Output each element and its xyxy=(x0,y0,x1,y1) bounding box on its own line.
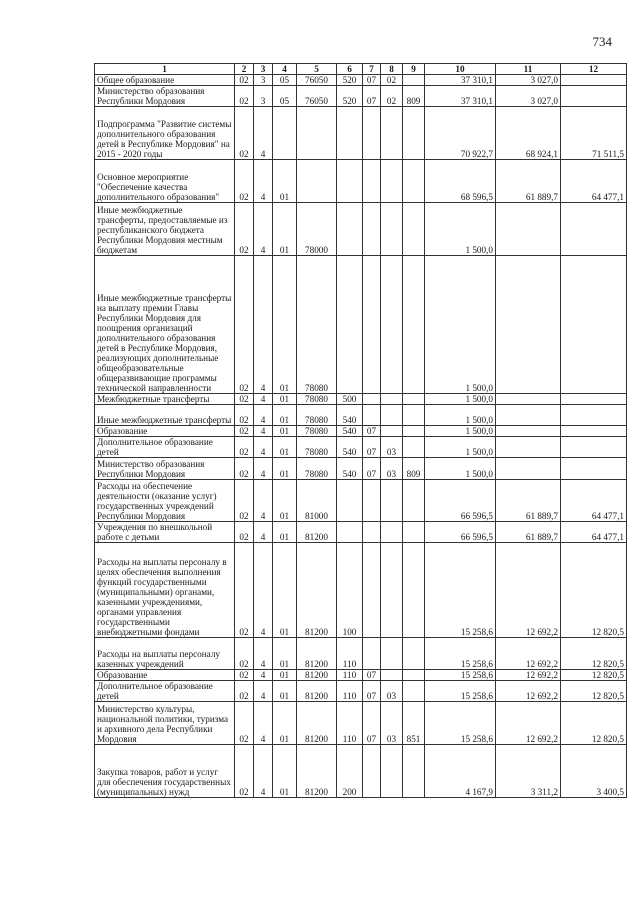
cell-col-6 xyxy=(337,160,363,203)
cell-col-8 xyxy=(381,203,403,256)
cell-col-8 xyxy=(381,256,403,394)
cell-col-10: 68 596,5 xyxy=(425,160,496,203)
cell-col-6: 500 xyxy=(337,394,363,405)
cell-col-7 xyxy=(363,256,381,394)
cell-col-4: 05 xyxy=(273,75,297,86)
cell-col-2: 02 xyxy=(235,75,254,86)
cell-col-7: 07 xyxy=(363,702,381,745)
cell-col-6: 100 xyxy=(337,543,363,638)
cell-col-8 xyxy=(381,405,403,426)
cell-col-6: 110 xyxy=(337,638,363,670)
table-row xyxy=(95,745,627,798)
cell-col-11: 12 692,2 xyxy=(496,670,561,681)
cell-col-6: 520 xyxy=(337,75,363,86)
cell-col-11: 3 027,0 xyxy=(496,86,561,107)
table-row xyxy=(95,458,627,480)
cell-col-5: 81200 xyxy=(297,681,337,702)
cell-col-10: 1 500,0 xyxy=(425,203,496,256)
cell-col-12: 71 511,5 xyxy=(561,107,627,160)
budget-table xyxy=(94,63,627,798)
row-name-cell: Образование xyxy=(95,426,235,437)
cell-col-11 xyxy=(496,426,561,437)
cell-col-8: 02 xyxy=(381,86,403,107)
cell-col-11 xyxy=(496,458,561,480)
cell-col-12 xyxy=(561,394,627,405)
cell-col-8 xyxy=(381,480,403,522)
cell-col-7 xyxy=(363,638,381,670)
row-name-cell: Расходы на обеспечение деятельности (оказание услуг) государственных учреждений Республики Мордовия xyxy=(95,480,235,522)
cell-col-5: 81200 xyxy=(297,702,337,745)
cell-col-7 xyxy=(363,543,381,638)
cell-col-2: 02 xyxy=(235,107,254,160)
cell-col-7 xyxy=(363,107,381,160)
cell-col-12: 12 820,5 xyxy=(561,670,627,681)
table-row xyxy=(95,437,627,458)
cell-col-11: 3 027,0 xyxy=(496,75,561,86)
cell-col-4: 01 xyxy=(273,437,297,458)
row-name-cell: Подпрограмма "Развитие системы дополнительного образования детей в Республике Мордовия" на 2015 - 2020 годы xyxy=(95,107,235,160)
cell-col-10: 66 596,5 xyxy=(425,480,496,522)
cell-col-9 xyxy=(403,638,425,670)
cell-col-12: 12 820,5 xyxy=(561,702,627,745)
cell-col-10: 15 258,6 xyxy=(425,681,496,702)
cell-col-2: 02 xyxy=(235,638,254,670)
header-row xyxy=(95,64,627,75)
cell-col-9 xyxy=(403,256,425,394)
cell-col-7: 07 xyxy=(363,670,381,681)
cell-col-6: 540 xyxy=(337,437,363,458)
cell-col-11: 12 692,2 xyxy=(496,638,561,670)
cell-col-11 xyxy=(496,405,561,426)
row-name-cell: Иные межбюджетные трансферты xyxy=(95,405,235,426)
cell-col-3: 4 xyxy=(254,745,273,798)
cell-col-7: 07 xyxy=(363,458,381,480)
cell-col-11: 68 924,1 xyxy=(496,107,561,160)
cell-col-12: 64 477,1 xyxy=(561,522,627,543)
cell-col-10: 15 258,6 xyxy=(425,543,496,638)
cell-col-3: 4 xyxy=(254,458,273,480)
cell-col-3: 3 xyxy=(254,75,273,86)
cell-col-11 xyxy=(496,203,561,256)
cell-col-9 xyxy=(403,670,425,681)
cell-col-7: 07 xyxy=(363,86,381,107)
cell-col-9 xyxy=(403,75,425,86)
cell-col-8 xyxy=(381,522,403,543)
cell-col-2: 02 xyxy=(235,394,254,405)
table-row xyxy=(95,107,627,160)
row-name-cell: Межбюджетные трансферты xyxy=(95,394,235,405)
row-name-cell: Расходы на выплаты персоналу казенных учреждений xyxy=(95,638,235,670)
cell-col-10: 15 258,6 xyxy=(425,702,496,745)
cell-col-10: 66 596,5 xyxy=(425,522,496,543)
cell-col-5: 76050 xyxy=(297,75,337,86)
cell-col-3: 4 xyxy=(254,522,273,543)
table-row xyxy=(95,203,627,256)
cell-col-8 xyxy=(381,670,403,681)
table-row xyxy=(95,638,627,670)
header-cell-8: 8 xyxy=(381,64,403,75)
cell-col-8 xyxy=(381,426,403,437)
cell-col-11 xyxy=(496,256,561,394)
cell-col-4: 01 xyxy=(273,522,297,543)
cell-col-2: 02 xyxy=(235,437,254,458)
cell-col-6: 110 xyxy=(337,681,363,702)
cell-col-11 xyxy=(496,437,561,458)
cell-col-8: 03 xyxy=(381,681,403,702)
cell-col-7 xyxy=(363,745,381,798)
cell-col-2: 02 xyxy=(235,522,254,543)
cell-col-4: 01 xyxy=(273,405,297,426)
cell-col-7 xyxy=(363,394,381,405)
cell-col-12 xyxy=(561,86,627,107)
cell-col-2: 02 xyxy=(235,458,254,480)
cell-col-3: 4 xyxy=(254,256,273,394)
cell-col-12 xyxy=(561,405,627,426)
cell-col-3: 4 xyxy=(254,203,273,256)
cell-col-4: 01 xyxy=(273,256,297,394)
cell-col-4: 01 xyxy=(273,681,297,702)
cell-col-5: 78080 xyxy=(297,458,337,480)
cell-col-12 xyxy=(561,458,627,480)
cell-col-6 xyxy=(337,256,363,394)
cell-col-7: 07 xyxy=(363,437,381,458)
cell-col-8 xyxy=(381,107,403,160)
header-cell-1: 1 xyxy=(95,64,235,75)
cell-col-7 xyxy=(363,203,381,256)
cell-col-12: 3 400,5 xyxy=(561,745,627,798)
cell-col-2: 02 xyxy=(235,702,254,745)
cell-col-6: 520 xyxy=(337,86,363,107)
cell-col-2: 02 xyxy=(235,160,254,203)
table-row xyxy=(95,681,627,702)
cell-col-8: 03 xyxy=(381,437,403,458)
cell-col-2: 02 xyxy=(235,480,254,522)
cell-col-5: 81200 xyxy=(297,638,337,670)
cell-col-5 xyxy=(297,107,337,160)
cell-col-9: 851 xyxy=(403,702,425,745)
cell-col-12: 64 477,1 xyxy=(561,480,627,522)
cell-col-12: 12 820,5 xyxy=(561,543,627,638)
header-cell-2: 2 xyxy=(235,64,254,75)
cell-col-5: 76050 xyxy=(297,86,337,107)
cell-col-5: 78080 xyxy=(297,256,337,394)
cell-col-4: 01 xyxy=(273,638,297,670)
table-row xyxy=(95,702,627,745)
cell-col-7 xyxy=(363,405,381,426)
cell-col-4: 01 xyxy=(273,394,297,405)
cell-col-3: 4 xyxy=(254,480,273,522)
cell-col-5: 78000 xyxy=(297,203,337,256)
cell-col-11: 61 889,7 xyxy=(496,480,561,522)
cell-col-10: 1 500,0 xyxy=(425,394,496,405)
cell-col-2: 02 xyxy=(235,681,254,702)
cell-col-3: 3 xyxy=(254,86,273,107)
row-name-cell: Основное мероприятие "Обеспечение качества дополнительного образования" xyxy=(95,160,235,203)
cell-col-6: 540 xyxy=(337,426,363,437)
header-cell-6: 6 xyxy=(337,64,363,75)
cell-col-4: 01 xyxy=(273,702,297,745)
table-row xyxy=(95,75,627,86)
cell-col-3: 4 xyxy=(254,543,273,638)
cell-col-5: 78080 xyxy=(297,426,337,437)
table-row xyxy=(95,480,627,522)
cell-col-7: 07 xyxy=(363,426,381,437)
cell-col-9 xyxy=(403,681,425,702)
cell-col-8 xyxy=(381,543,403,638)
cell-col-4: 01 xyxy=(273,745,297,798)
cell-col-3: 4 xyxy=(254,160,273,203)
cell-col-12: 12 820,5 xyxy=(561,681,627,702)
cell-col-6 xyxy=(337,107,363,160)
cell-col-9: 809 xyxy=(403,458,425,480)
cell-col-10: 37 310,1 xyxy=(425,86,496,107)
cell-col-10: 37 310,1 xyxy=(425,75,496,86)
cell-col-10: 1 500,0 xyxy=(425,256,496,394)
cell-col-8: 03 xyxy=(381,458,403,480)
page-number: 734 xyxy=(592,34,612,49)
cell-col-7 xyxy=(363,480,381,522)
table-row xyxy=(95,394,627,405)
cell-col-4: 01 xyxy=(273,480,297,522)
cell-col-3: 4 xyxy=(254,702,273,745)
cell-col-7: 07 xyxy=(363,681,381,702)
row-name-cell: Расходы на выплаты персоналу в целях обеспечения выполнения функций государственными (муниципальными) органами, казенными учреждениями, органами управления государственными внебюджетными фондами xyxy=(95,543,235,638)
row-name-cell: Министерство культуры, национальной политики, туризма и архивного дела Республики Мордовия xyxy=(95,702,235,745)
cell-col-11: 12 692,2 xyxy=(496,702,561,745)
table-row xyxy=(95,405,627,426)
cell-col-5: 81200 xyxy=(297,543,337,638)
cell-col-10: 4 167,9 xyxy=(425,745,496,798)
row-name-cell: Учреждения по внешкольной работе с детьми xyxy=(95,522,235,543)
cell-col-6: 110 xyxy=(337,702,363,745)
cell-col-5: 81000 xyxy=(297,480,337,522)
cell-col-8: 03 xyxy=(381,702,403,745)
row-name-cell: Дополнительное образование детей xyxy=(95,681,235,702)
cell-col-4: 01 xyxy=(273,426,297,437)
header-cell-3: 3 xyxy=(254,64,273,75)
cell-col-4: 01 xyxy=(273,458,297,480)
row-name-cell: Общее образование xyxy=(95,75,235,86)
table-row xyxy=(95,670,627,681)
row-name-cell: Иные межбюджетные трансферты, предоставляемые из республиканского бюджета Республики Мордовия местным бюджетам xyxy=(95,203,235,256)
row-name-cell: Закупка товаров, работ и услуг для обеспечения государственных (муниципальных) нужд xyxy=(95,745,235,798)
cell-col-2: 02 xyxy=(235,745,254,798)
cell-col-8 xyxy=(381,394,403,405)
table-row xyxy=(95,86,627,107)
cell-col-12 xyxy=(561,203,627,256)
cell-col-9 xyxy=(403,405,425,426)
cell-col-9 xyxy=(403,437,425,458)
cell-col-3: 4 xyxy=(254,638,273,670)
cell-col-11 xyxy=(496,394,561,405)
cell-col-10: 70 922,7 xyxy=(425,107,496,160)
row-name-cell: Иные межбюджетные трансферты на выплату премии Главы Республики Мордовия для поощрения организаций дополнительного образования детей в Республике Мордовия, реализующих дополнительные общеобразовательные общеразвивающие программы технической направленности xyxy=(95,256,235,394)
cell-col-11: 12 692,2 xyxy=(496,681,561,702)
cell-col-2: 02 xyxy=(235,203,254,256)
header-cell-11: 11 xyxy=(496,64,561,75)
cell-col-9 xyxy=(403,522,425,543)
cell-col-9 xyxy=(403,107,425,160)
cell-col-12: 64 477,1 xyxy=(561,160,627,203)
header-cell-4: 4 xyxy=(273,64,297,75)
cell-col-2: 02 xyxy=(235,543,254,638)
cell-col-3: 4 xyxy=(254,681,273,702)
cell-col-6: 200 xyxy=(337,745,363,798)
row-name-cell: Образование xyxy=(95,670,235,681)
cell-col-11: 61 889,7 xyxy=(496,160,561,203)
cell-col-6: 540 xyxy=(337,458,363,480)
row-name-cell: Министерство образования Республики Мордовия xyxy=(95,86,235,107)
cell-col-5: 78080 xyxy=(297,394,337,405)
table-row xyxy=(95,256,627,394)
table-row xyxy=(95,522,627,543)
cell-col-11: 3 311,2 xyxy=(496,745,561,798)
cell-col-6 xyxy=(337,480,363,522)
cell-col-3: 4 xyxy=(254,394,273,405)
cell-col-4: 01 xyxy=(273,670,297,681)
cell-col-8 xyxy=(381,638,403,670)
cell-col-6: 540 xyxy=(337,405,363,426)
row-name-cell: Дополнительное образование детей xyxy=(95,437,235,458)
cell-col-6 xyxy=(337,522,363,543)
table-row xyxy=(95,543,627,638)
cell-col-10: 15 258,6 xyxy=(425,670,496,681)
cell-col-10: 15 258,6 xyxy=(425,638,496,670)
cell-col-8: 02 xyxy=(381,75,403,86)
cell-col-2: 02 xyxy=(235,405,254,426)
cell-col-7 xyxy=(363,160,381,203)
cell-col-5: 78080 xyxy=(297,437,337,458)
cell-col-4 xyxy=(273,107,297,160)
header-cell-7: 7 xyxy=(363,64,381,75)
cell-col-9 xyxy=(403,480,425,522)
cell-col-8 xyxy=(381,160,403,203)
cell-col-2: 02 xyxy=(235,86,254,107)
cell-col-10: 1 500,0 xyxy=(425,426,496,437)
cell-col-3: 4 xyxy=(254,405,273,426)
header-cell-12: 12 xyxy=(561,64,627,75)
cell-col-6 xyxy=(337,203,363,256)
cell-col-10: 1 500,0 xyxy=(425,405,496,426)
cell-col-2: 02 xyxy=(235,670,254,681)
cell-col-12 xyxy=(561,437,627,458)
cell-col-7 xyxy=(363,522,381,543)
cell-col-5: 81200 xyxy=(297,745,337,798)
cell-col-9 xyxy=(403,426,425,437)
cell-col-9 xyxy=(403,543,425,638)
cell-col-6: 110 xyxy=(337,670,363,681)
cell-col-4: 01 xyxy=(273,203,297,256)
cell-col-2: 02 xyxy=(235,256,254,394)
cell-col-12: 12 820,5 xyxy=(561,638,627,670)
cell-col-9 xyxy=(403,394,425,405)
row-name-cell: Министерство образования Республики Мордовия xyxy=(95,458,235,480)
cell-col-12 xyxy=(561,256,627,394)
cell-col-9 xyxy=(403,745,425,798)
cell-col-12 xyxy=(561,75,627,86)
header-cell-5: 5 xyxy=(297,64,337,75)
cell-col-3: 4 xyxy=(254,437,273,458)
cell-col-11: 12 692,2 xyxy=(496,543,561,638)
cell-col-4: 01 xyxy=(273,543,297,638)
cell-col-7: 07 xyxy=(363,75,381,86)
cell-col-5: 78080 xyxy=(297,405,337,426)
table-row xyxy=(95,160,627,203)
cell-col-5 xyxy=(297,160,337,203)
cell-col-4: 01 xyxy=(273,160,297,203)
cell-col-5: 81200 xyxy=(297,522,337,543)
cell-col-10: 1 500,0 xyxy=(425,437,496,458)
header-cell-9: 9 xyxy=(403,64,425,75)
cell-col-10: 1 500,0 xyxy=(425,458,496,480)
cell-col-3: 4 xyxy=(254,107,273,160)
cell-col-3: 4 xyxy=(254,426,273,437)
cell-col-8 xyxy=(381,745,403,798)
cell-col-12 xyxy=(561,426,627,437)
cell-col-9 xyxy=(403,160,425,203)
cell-col-9: 809 xyxy=(403,86,425,107)
cell-col-4: 05 xyxy=(273,86,297,107)
cell-col-9 xyxy=(403,203,425,256)
table-row xyxy=(95,426,627,437)
cell-col-11: 61 889,7 xyxy=(496,522,561,543)
cell-col-2: 02 xyxy=(235,426,254,437)
cell-col-3: 4 xyxy=(254,670,273,681)
cell-col-5: 81200 xyxy=(297,670,337,681)
header-cell-10: 10 xyxy=(425,64,496,75)
